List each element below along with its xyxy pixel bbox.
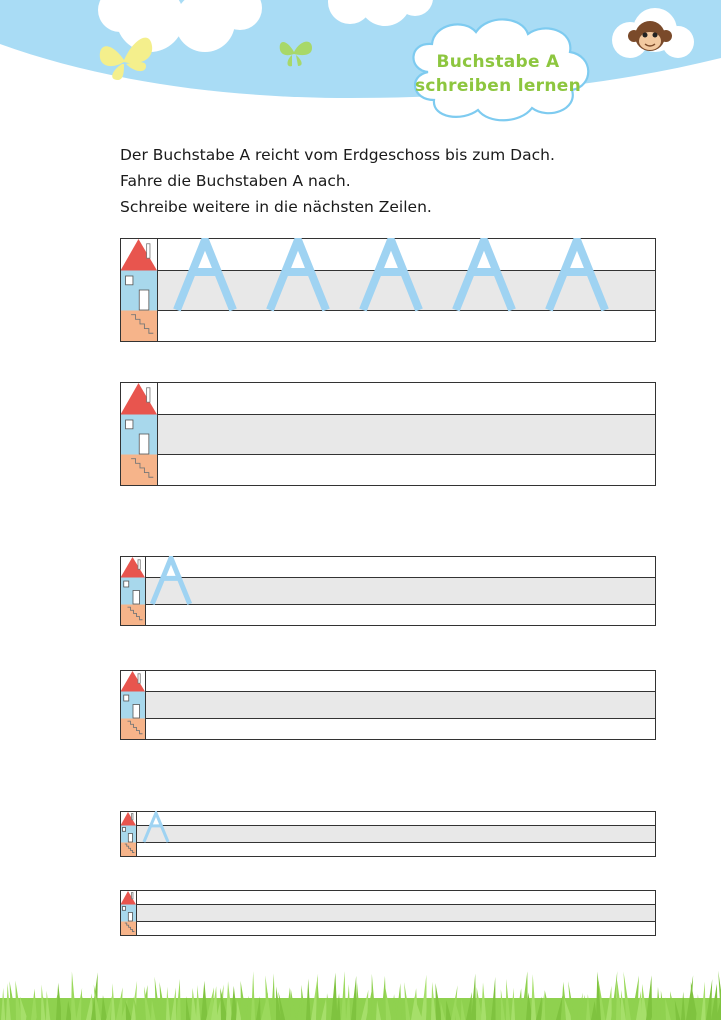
house-icon bbox=[121, 557, 146, 626]
practice-line-medium-traced[interactable] bbox=[120, 556, 656, 626]
grass-footer bbox=[0, 960, 721, 1020]
instructions bbox=[120, 142, 680, 220]
house-icon bbox=[121, 812, 137, 857]
practice-line-large-traced[interactable] bbox=[120, 238, 656, 342]
instruction-line: Schreibe weitere in die nächsten Zeilen. bbox=[120, 198, 432, 216]
instruction-line: Fahre die Buchstaben A nach. bbox=[120, 172, 351, 190]
page-title-line-1: Buchstabe A bbox=[436, 52, 560, 72]
practice-line-large-empty[interactable] bbox=[120, 382, 656, 486]
house-icon bbox=[121, 891, 137, 936]
practice-line-medium-empty[interactable] bbox=[120, 670, 656, 740]
page-title-line-2: schreiben lernen bbox=[414, 76, 582, 96]
sky-header bbox=[0, 0, 721, 130]
practice-line-small-traced[interactable] bbox=[120, 811, 656, 857]
house-icon bbox=[121, 671, 146, 740]
house-icon bbox=[121, 383, 158, 486]
instruction-line: Der Buchstabe A reicht vom Erdgeschoss bis zum Dach. bbox=[120, 146, 555, 164]
house-icon bbox=[121, 239, 158, 342]
practice-line-small-empty[interactable] bbox=[120, 890, 656, 936]
